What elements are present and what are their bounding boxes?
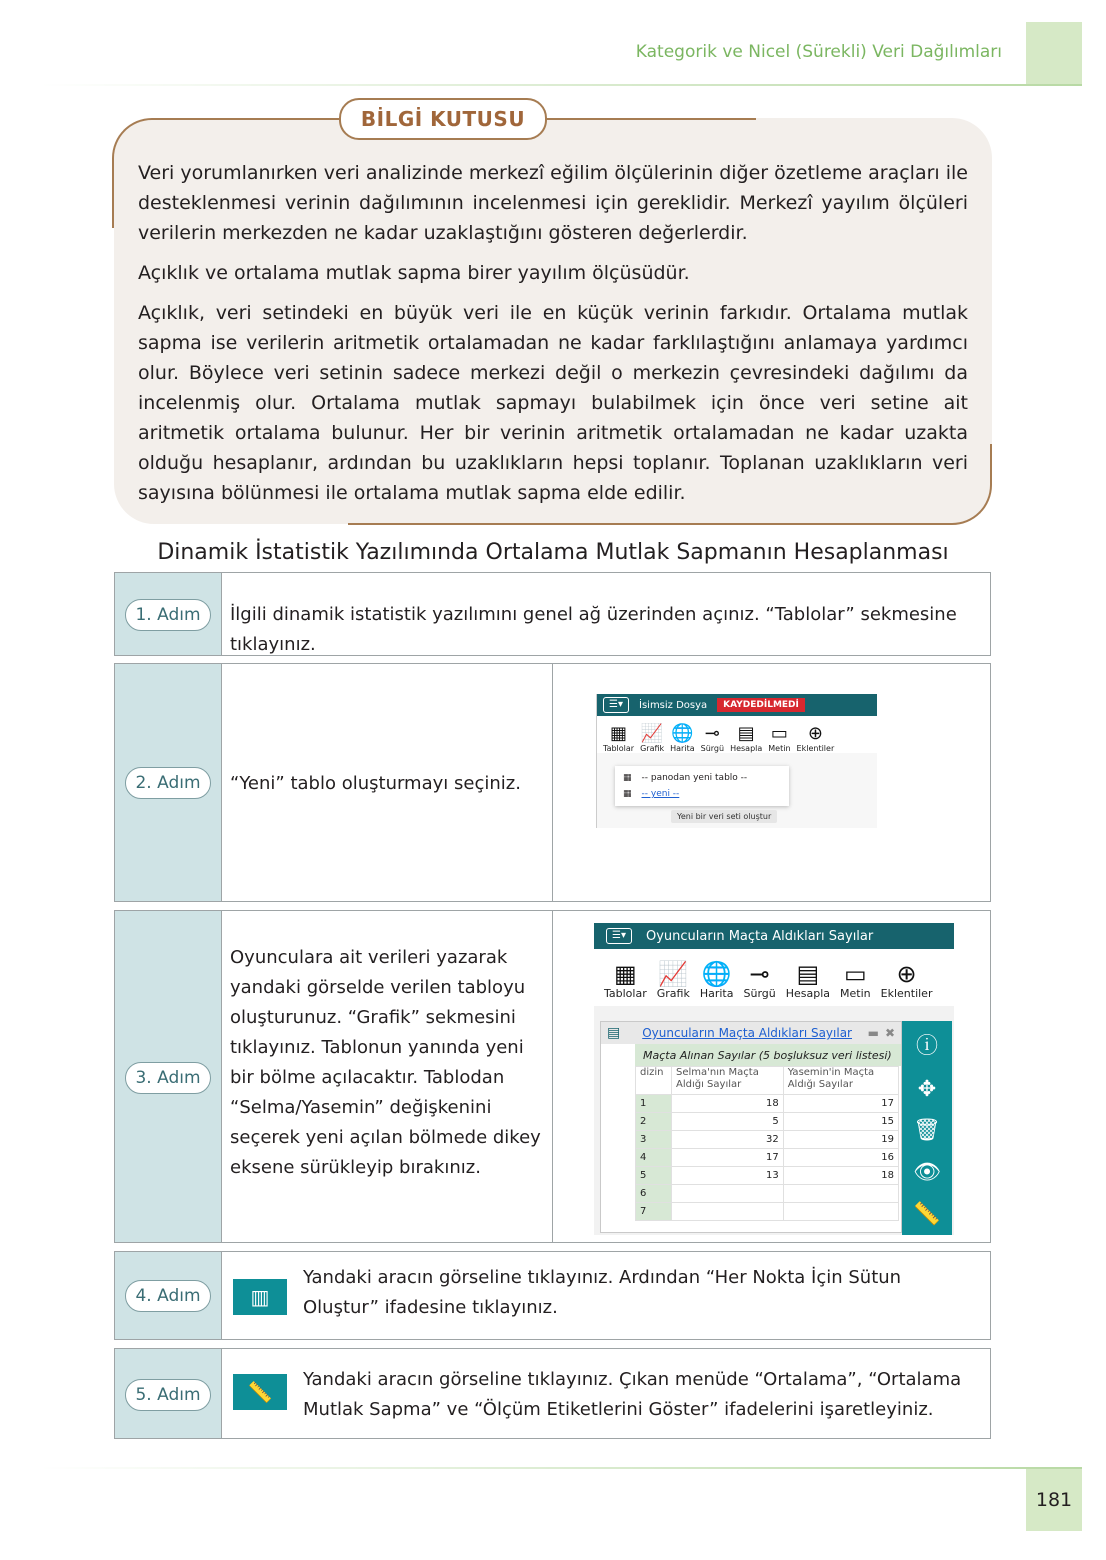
info-icon[interactable]: ⓘ [915,1034,938,1060]
menu-icon[interactable]: ☰▾ [606,928,632,944]
info-paragraph: Veri yorumlanırken veri analizinde merkezî eğilim ölçülerinin diğer özetleme araçları ile desteklenmesi verinin dağılımının incelenmesi için gereklidir. Merkezî yayılım ölçüleri verilerin merkezden ne kadar uzaklaştığını gösteren değerlerdir. [138,162,968,244]
table-cell[interactable]: 18 [672,1095,784,1113]
tool-label: Sürgü [743,987,776,1000]
table-icon: ▦ [610,723,628,744]
globe-icon: 🌐 [701,960,732,988]
header-divider [40,84,1082,86]
table-icon: ▦ [614,960,637,988]
column-header[interactable]: dizin [636,1067,672,1095]
step-pill: 5. Adım [125,1379,211,1411]
dataset-subtitle: Maçta Alınan Sayılar (5 boşluksuz veri listesi) [635,1044,901,1066]
tool-label: Hesapla [785,987,831,1000]
step-4 [114,1251,991,1340]
app-screenshot [596,694,877,828]
app-toolbar [597,694,877,716]
minimize-icon[interactable]: ▬ [867,1026,879,1040]
column-divider [552,664,553,901]
column-header[interactable]: Yasemin'in Maçta Aldığı Sayılar [783,1067,898,1095]
tool-plugins[interactable] [881,961,933,1000]
tool-label: Hesapla [730,744,763,753]
table-row [636,1131,899,1149]
slider-icon: ⊸ [704,723,720,744]
tool-slider[interactable] [743,961,775,1000]
table-row [636,1095,899,1113]
step-text: “Yeni” tablo oluşturmayı seçiniz. [230,773,521,794]
speech-bubble-icon: ▭ [770,723,788,744]
table-cell[interactable]: 18 [783,1167,898,1185]
tool-label: Metin [840,987,871,1000]
table-cell[interactable] [783,1203,898,1221]
tool-map[interactable] [700,961,734,1000]
step-text: Yandaki aracın görseline tıklayınız. Çıkan menüde “Ortalama”, “Ortalama Mutlak Sapma” ve “Ölçüm Etiketlerini Göster” ifadelerini işaretleyiniz. [303,1369,962,1420]
data-table [635,1066,899,1221]
tool-bar [594,949,954,1006]
ruler-icon[interactable]: 📏 [913,1201,941,1227]
tool-tables[interactable] [604,961,647,1000]
dropdown-label: -- yeni -- [641,789,680,799]
graph-icon: 📈 [640,723,664,744]
tables-dropdown [615,766,789,806]
table-cell[interactable]: 17 [672,1149,784,1167]
info-box-frame [540,118,756,120]
tool-bar [597,716,877,753]
table-row [636,1185,899,1203]
info-paragraph: Açıklık, veri setindeki en büyük veri ile en küçük verinin farkıdır. Ortalama mutlak sapma ise verilerin aritmetik ortalamadan ne kadar farklılaştığını anlamaya yardımcı olur. Böylece veri setinin sadece merkezi değil o merkezin çevresindeki dağılımı da incelenmiş olur. Ortalama mutlak sapmayı bulabilmek için önce veri setine ait aritmetik ortalama bulunur. Her bir verinin aritmetik ortalamadan ne kadar uzakta olduğu hesaplanır, ardından bu uzaklıkların hepsi toplanır. Toplanan uzaklıkların veri sayısına bölünmesi ile ortalama mutlak sapma elde edilir. [138,302,968,504]
row-index: 6 [636,1185,672,1203]
tool-label: Grafik [640,744,665,753]
info-box-text [138,158,968,518]
table-icon: ▦ [623,789,632,799]
eye-icon[interactable]: 👁 [913,1160,941,1186]
step-text: İlgili dinamik istatistik yazılımını genel ağ üzerinden açınız. “Tablolar” sekmesine tıklayınız. [230,604,957,655]
tool-label: Eklentiler [796,744,835,753]
unsaved-badge: KAYDEDİLMEDİ [717,698,805,712]
graph-icon: 📈 [658,960,689,988]
file-name: İsimsiz Dosya [639,699,708,711]
column-header[interactable]: Selma'nın Maçta Aldığı Sayılar [672,1067,784,1095]
tool-label: Tablolar [604,987,647,1000]
table-row [636,1149,899,1167]
info-box-frame [348,523,852,525]
app-toolbar [594,923,954,949]
tool-text[interactable] [768,724,790,753]
step-2 [114,663,991,902]
step-5 [114,1348,991,1439]
tool-label: Tablolar [603,744,635,753]
tool-graph[interactable] [640,724,664,753]
tool-label: Eklentiler [880,987,933,1000]
tool-label: Sürgü [700,744,725,753]
table-cell[interactable]: 16 [783,1149,898,1167]
speech-bubble-icon: ▭ [843,960,867,988]
table-row [636,1167,899,1185]
page-number: 181 [1026,1469,1082,1531]
column-divider [552,911,553,1242]
table-cell[interactable]: 17 [783,1095,898,1113]
tool-graph[interactable] [657,961,690,1000]
table-cell[interactable]: 32 [672,1131,784,1149]
tool-map[interactable] [670,724,694,753]
menu-icon[interactable]: ☰▾ [603,697,629,713]
trash-icon[interactable]: 🗑 [913,1118,941,1144]
tool-label: Grafik [656,987,690,1000]
tooltip: Yeni bir veri seti oluştur [671,810,777,823]
tool-slider[interactable] [701,724,724,753]
plug-icon: ⊕ [807,723,823,744]
table-cell[interactable]: 13 [672,1167,784,1185]
step-3 [114,910,991,1243]
table-icon: ▦ [623,773,632,783]
tool-label: Harita [699,987,734,1000]
tool-text[interactable] [840,961,871,1000]
step-pill: 2. Adım [125,767,211,799]
tool-tables[interactable] [603,724,634,753]
row-index: 4 [636,1149,672,1167]
row-index: 2 [636,1113,672,1131]
table-row [636,1113,899,1131]
table-panel [600,1021,902,1233]
row-index: 7 [636,1203,672,1221]
tool-label: Metin [768,744,791,753]
dropdown-label: -- panodan yeni tablo -- [641,773,748,783]
header-tab [1026,22,1082,84]
calculator-icon: ▤ [796,960,820,988]
calculator-icon: ▤ [737,723,755,744]
bar-chart-icon[interactable]: ▥ [233,1279,287,1315]
table-header-row [636,1067,899,1095]
table-cell[interactable] [672,1203,784,1221]
info-box-badge: BİLGİ KUTUSU [339,98,547,140]
close-icon[interactable]: ✖ [884,1026,895,1040]
chapter-title: Kategorik ve Nicel (Sürekli) Veri Dağılımları [635,42,1002,62]
info-paragraph: Açıklık ve ortalama mutlak sapma birer yayılım ölçüsüdür. [138,262,690,284]
panel-header [601,1022,901,1044]
step-text: Oyunculara ait verileri yazarak yandaki görselde verilen tabloyu oluşturunuz. “Grafik” sekmesini tıklayınız. Tablonun yanında yeni bir bölme açılacaktır. Tablodan “Selma/Yasemin” değişkenini seçerek yeni açılan bölmede dikey eksene sürükleyip bırakınız. [230,947,541,1178]
step-text: Yandaki aracın görseline tıklayınız. Ardından “Her Nokta İçin Sütun Oluştur” ifadesine tıklayınız. [303,1267,902,1318]
slider-icon: ⊸ [749,960,770,988]
panel-title[interactable]: Oyuncuların Maçta Aldıkları Sayılar [642,1026,852,1040]
dropdown-item-clipboard[interactable] [623,770,781,786]
document-title: Oyuncuların Maçta Aldıkları Sayılar [646,928,874,944]
move-icon[interactable]: ✥ [917,1076,937,1102]
row-index: 3 [636,1131,672,1149]
table-cell[interactable] [672,1185,784,1203]
section-title: Dinamik İstatistik Yazılımında Ortalama Mutlak Sapmanın Hesaplanması [157,540,949,565]
table-icon: ▤ [607,1025,621,1041]
side-toolbar [902,1021,952,1235]
step-pill: 3. Adım [125,1062,211,1094]
table-cell[interactable] [783,1185,898,1203]
table-cell[interactable]: 15 [783,1113,898,1131]
table-cell[interactable]: 5 [672,1113,784,1131]
row-index: 5 [636,1167,672,1185]
dropdown-item-new[interactable] [623,786,781,802]
footer-divider [40,1467,1082,1469]
step-pill: 4. Adım [125,1280,211,1312]
tool-label: Harita [670,744,695,753]
globe-icon: 🌐 [671,723,694,744]
ruler-icon[interactable]: 📏 [233,1374,287,1410]
step-pill: 1. Adım [125,599,211,631]
step-1 [114,572,991,656]
table-cell[interactable]: 19 [783,1131,898,1149]
row-index: 1 [636,1095,672,1113]
table-row [636,1203,899,1221]
tool-calculator[interactable] [730,724,762,753]
tool-plugins[interactable] [797,724,835,753]
plug-icon: ⊕ [896,960,917,988]
app-screenshot [594,923,954,1235]
tool-calculator[interactable] [786,961,830,1000]
